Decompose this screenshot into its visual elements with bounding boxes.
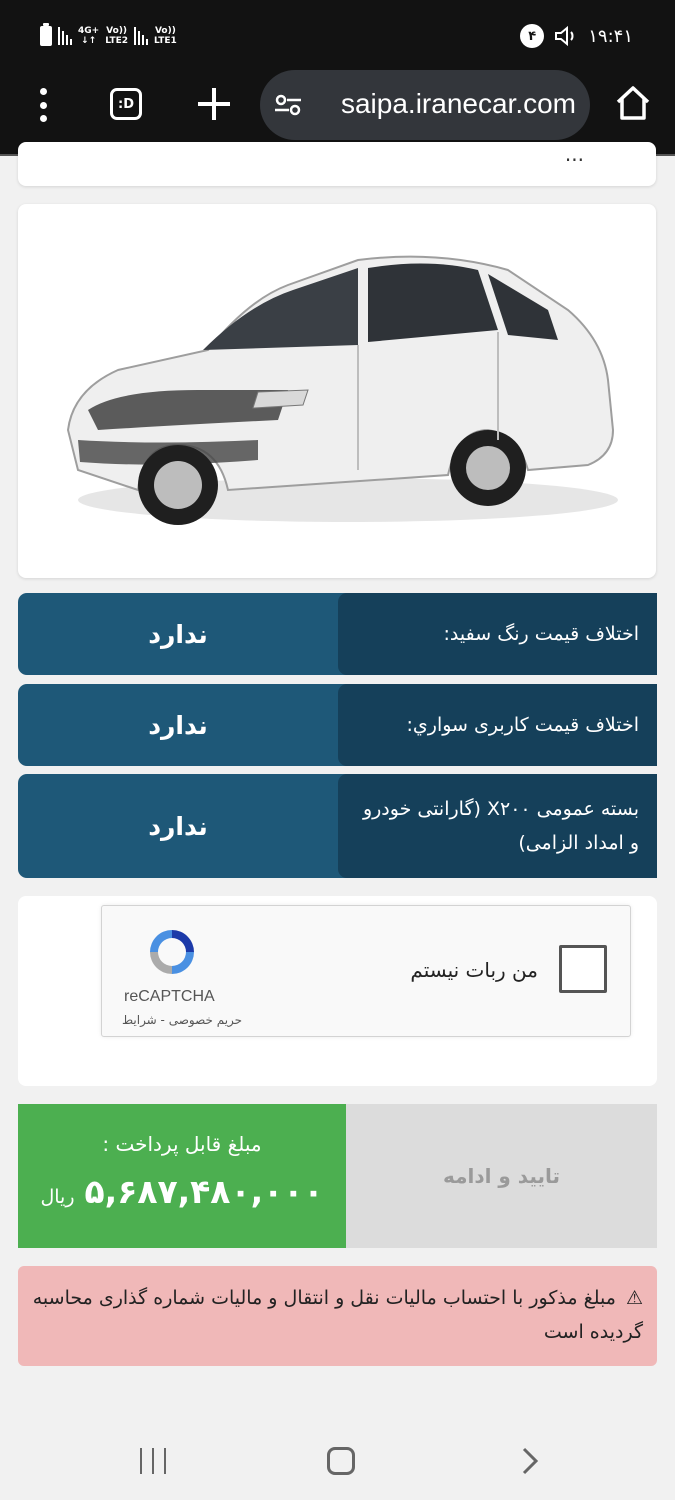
- lte-label: LTE2: [105, 36, 128, 46]
- volte-indicator-1: [105, 26, 128, 46]
- status-left: [40, 26, 177, 46]
- volte-label: Vo)): [106, 26, 128, 36]
- captcha-card: [18, 896, 657, 1086]
- previous-card: [18, 142, 656, 186]
- new-tab-icon[interactable]: [198, 88, 230, 120]
- info-row-color: [18, 593, 657, 675]
- recaptcha-checkbox[interactable]: [559, 945, 607, 993]
- home-icon[interactable]: [614, 84, 652, 122]
- tax-alert: [18, 1266, 657, 1366]
- info-row-package: [18, 774, 657, 878]
- recent-apps-icon[interactable]: [140, 1448, 166, 1474]
- network-type: 4G+: [78, 26, 100, 36]
- page-content: [0, 142, 675, 1420]
- recaptcha-logo-icon: [144, 924, 200, 980]
- recaptcha-widget: [101, 905, 631, 1037]
- amount-line: [18, 1172, 346, 1211]
- car-image-card: [18, 204, 656, 578]
- previous-card-text: ...: [564, 142, 584, 166]
- clock: ۱۹:۴۱: [588, 25, 633, 47]
- recaptcha-label: من ربات نیستم: [410, 958, 538, 982]
- confirm-continue-button[interactable]: تایید و ادامه: [346, 1104, 657, 1248]
- amount-unit: ریال: [40, 1186, 75, 1208]
- volume-icon: [554, 26, 578, 46]
- info-row-value: ندارد: [148, 811, 208, 841]
- system-navigation-bar: [0, 1420, 675, 1500]
- tab-switcher-button[interactable]: :D: [110, 88, 142, 120]
- amount-value: ۵,۶۸۷,۴۸۰,۰۰۰: [84, 1172, 324, 1211]
- recaptcha-links[interactable]: حریم خصوصی - شرایط: [122, 1013, 243, 1027]
- battery-icon: [40, 26, 52, 46]
- info-row-label: اختلاف قیمت کاربری سواري:: [338, 684, 657, 766]
- alert-text: مبلغ مذکور با احتساب مالیات نقل و انتقال و مالیات شماره گذاری محاسبه گردیده است: [32, 1287, 643, 1343]
- amount-label: مبلغ قابل پرداخت :: [102, 1132, 262, 1156]
- notification-badge: ۴: [520, 24, 544, 48]
- site-settings-icon[interactable]: [274, 94, 302, 116]
- payment-row: [18, 1104, 657, 1248]
- menu-icon[interactable]: [36, 88, 50, 122]
- warning-icon: ⚠: [625, 1287, 643, 1309]
- amount-panel: [18, 1104, 346, 1248]
- back-icon[interactable]: [516, 1446, 542, 1476]
- signal-icon: [58, 27, 72, 45]
- volte-label-2: Vo)): [154, 26, 176, 36]
- status-right: [520, 24, 633, 48]
- info-row-value: ندارد: [148, 619, 208, 649]
- car-image: [58, 240, 618, 540]
- network-indicator-1: 4G+ ↓↑: [78, 26, 100, 46]
- status-bar: [0, 0, 675, 74]
- volte-indicator-2: [154, 26, 177, 46]
- address-bar[interactable]: [260, 70, 590, 140]
- info-row-value: ندارد: [148, 710, 208, 740]
- signal-icon-2: [134, 27, 148, 45]
- lte-label-2: LTE1: [154, 36, 177, 46]
- recaptcha-brand: reCAPTCHA: [124, 988, 215, 1005]
- info-row-usage: [18, 684, 657, 766]
- home-button-icon[interactable]: [327, 1447, 355, 1475]
- info-row-label: اختلاف قیمت رنگ سفید:: [338, 593, 657, 675]
- url-text[interactable]: saipa.iranecar.com: [340, 88, 576, 119]
- info-row-label: بسته عمومی X۲۰۰ (گارانتی خودرو و امداد الزامی): [338, 774, 657, 878]
